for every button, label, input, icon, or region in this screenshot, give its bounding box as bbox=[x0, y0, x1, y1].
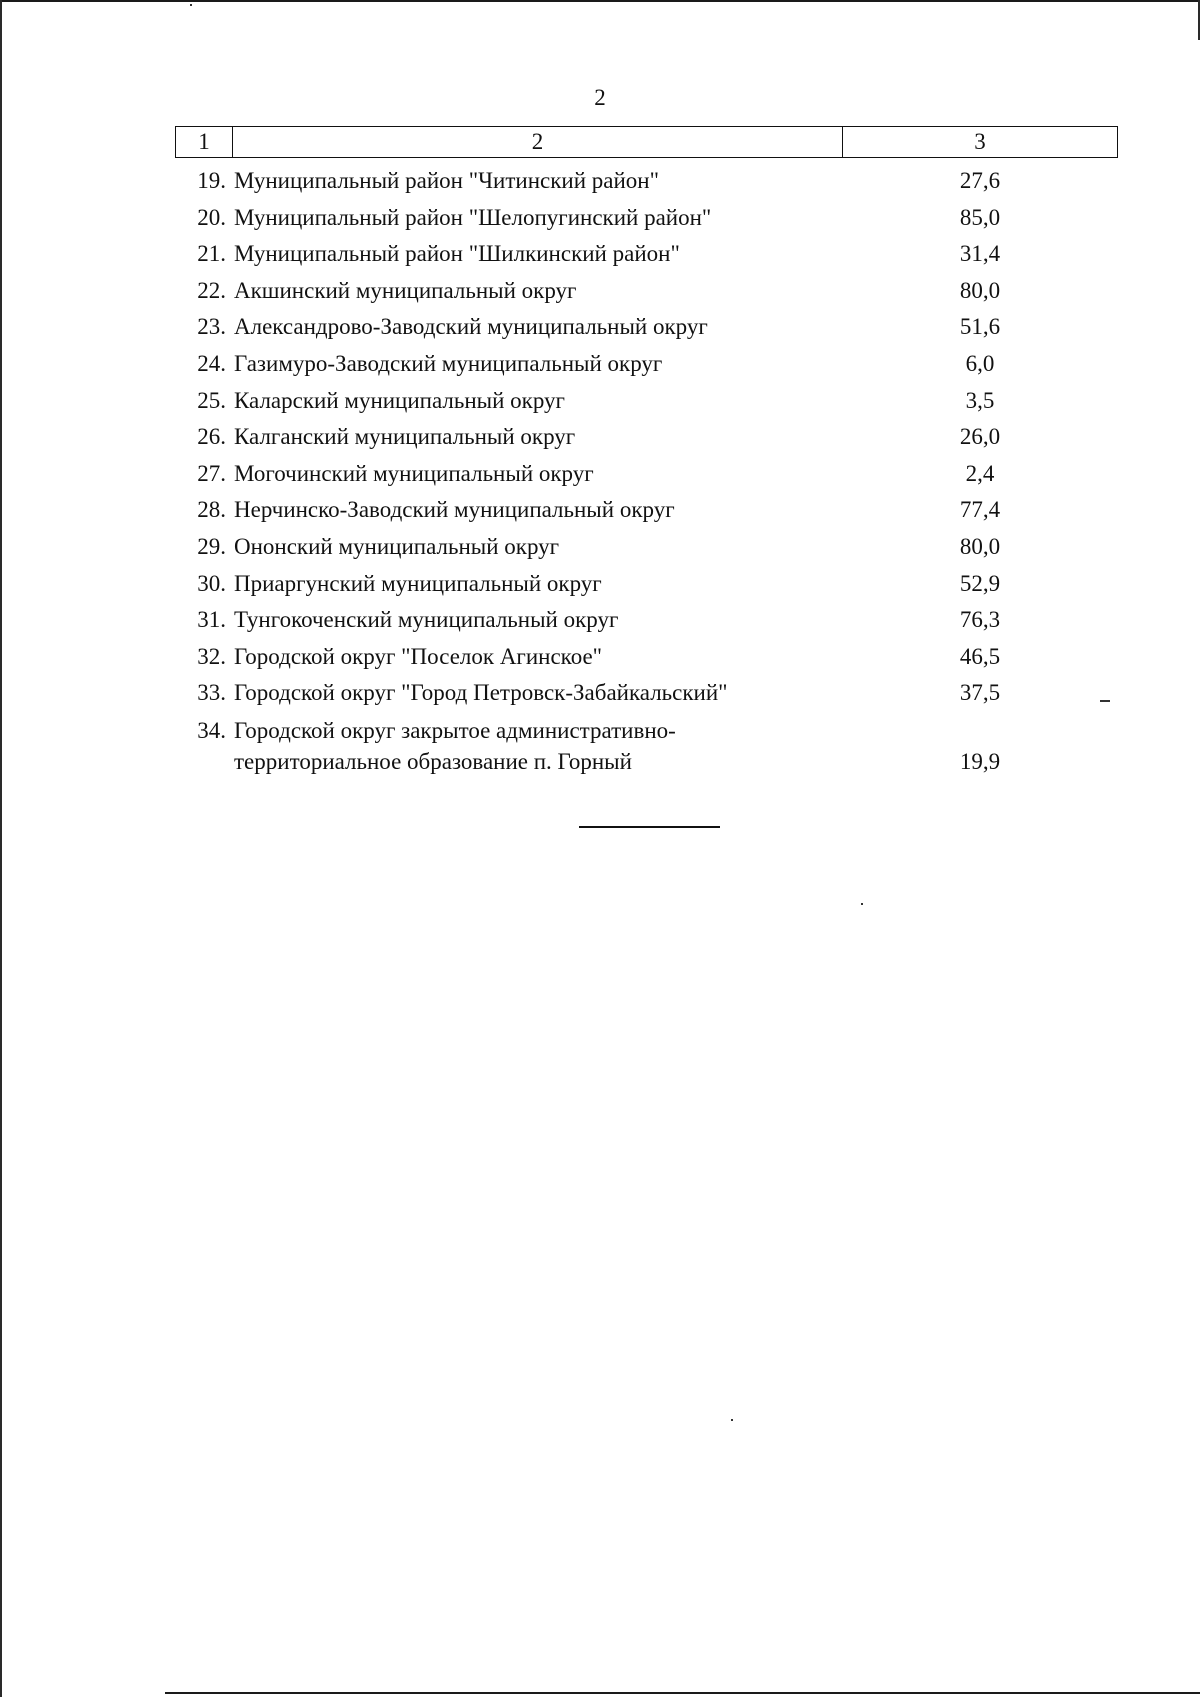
row-number: 24. bbox=[197, 350, 226, 376]
table-row bbox=[175, 419, 1118, 456]
row-name: Акшинский муниципальный округ bbox=[234, 277, 577, 303]
row-number: 22. bbox=[197, 277, 226, 303]
row-number: 19. bbox=[197, 168, 226, 193]
table-row bbox=[175, 492, 1118, 529]
row-number: 20. bbox=[197, 204, 226, 230]
row-number: 33. bbox=[197, 680, 226, 706]
row-number: 34. bbox=[197, 717, 226, 743]
row-name: Муниципальный район "Шилкинский район" bbox=[234, 241, 680, 267]
table-row bbox=[175, 602, 1118, 639]
row-value: 52,9 bbox=[959, 570, 1001, 596]
table-row bbox=[175, 529, 1118, 566]
row-value: 6,0 bbox=[965, 350, 995, 376]
row-value: 80,0 bbox=[959, 533, 1001, 559]
table-header bbox=[175, 126, 1118, 158]
scan-speck bbox=[190, 4, 192, 6]
scan-edge-left bbox=[0, 0, 2, 1697]
row-name: Приаргунский муниципальный округ bbox=[234, 570, 602, 596]
row-number: 26. bbox=[197, 424, 226, 450]
row-number: 28. bbox=[197, 497, 226, 523]
table-row bbox=[175, 309, 1118, 346]
table-row bbox=[175, 566, 1118, 603]
row-value: 80,0 bbox=[959, 277, 1001, 303]
table-row bbox=[175, 273, 1118, 310]
row-name: Тунгокоченский муниципальный округ bbox=[234, 607, 619, 633]
table-row bbox=[175, 163, 1118, 200]
row-value: 85,0 bbox=[959, 204, 1001, 230]
row-number: 23. bbox=[197, 314, 226, 340]
table-body bbox=[175, 163, 1118, 777]
row-value: 76,3 bbox=[959, 607, 1001, 633]
row-value: 37,5 bbox=[959, 680, 1001, 706]
table-row bbox=[175, 200, 1118, 237]
scan-edge-bottom bbox=[165, 1692, 1200, 1694]
header-col-1: 1 bbox=[176, 127, 233, 157]
row-value: 3,5 bbox=[965, 387, 995, 413]
table-row bbox=[175, 715, 1118, 777]
row-name: Газимуро-Заводский муниципальный округ bbox=[234, 350, 663, 376]
row-name: Калганский муниципальный округ bbox=[234, 424, 576, 450]
table-row bbox=[175, 346, 1118, 383]
row-number: 31. bbox=[197, 607, 226, 633]
header-col-3: 3 bbox=[974, 129, 986, 154]
row-value: 27,6 bbox=[959, 168, 1001, 193]
row-number: 29. bbox=[197, 533, 226, 559]
row-name: Александрово-Заводский муниципальный округ bbox=[234, 314, 708, 340]
row-name: Каларский муниципальный округ bbox=[234, 387, 565, 413]
row-number: 30. bbox=[197, 570, 226, 596]
table-row bbox=[175, 383, 1118, 420]
row-number: 25. bbox=[197, 387, 226, 413]
scan-speck bbox=[731, 1419, 733, 1421]
row-name bbox=[232, 715, 842, 777]
scan-speck bbox=[861, 903, 863, 905]
row-value: 2,4 bbox=[965, 460, 995, 486]
scan-edge-top bbox=[0, 0, 1200, 2]
header-col-2: 2 bbox=[233, 127, 843, 157]
row-value: 31,4 bbox=[959, 241, 1001, 267]
table-row bbox=[175, 236, 1118, 273]
row-value: 51,6 bbox=[959, 314, 1001, 340]
end-of-table-rule bbox=[579, 826, 720, 828]
row-name: Городской округ "Поселок Агинское" bbox=[234, 643, 603, 669]
row-name: Муниципальный район "Читинский район" bbox=[234, 168, 659, 193]
row-name: Городской округ "Город Петровск-Забайкальский" bbox=[234, 680, 728, 706]
row-value: 77,4 bbox=[959, 497, 1001, 523]
page-number: 2 bbox=[594, 85, 606, 110]
row-value: 19,9 bbox=[959, 748, 1001, 774]
row-name: Нерчинско-Заводский муниципальный округ bbox=[234, 497, 675, 523]
row-name-line: территориальное образование п. Горный bbox=[234, 748, 632, 774]
row-number: 27. bbox=[197, 460, 226, 486]
row-value: 26,0 bbox=[959, 424, 1001, 450]
row-name: Ононский муниципальный округ bbox=[234, 533, 560, 559]
row-value: 46,5 bbox=[959, 643, 1001, 669]
table-row bbox=[175, 675, 1118, 712]
row-number: 32. bbox=[197, 643, 226, 669]
table-row bbox=[175, 456, 1118, 493]
row-number: 21. bbox=[197, 241, 226, 267]
row-name: Муниципальный район "Шелопугинский район" bbox=[234, 204, 712, 230]
table-row bbox=[175, 639, 1118, 676]
row-name-line: Городской округ закрытое административно- bbox=[234, 717, 676, 743]
row-name: Могочинский муниципальный округ bbox=[234, 460, 594, 486]
